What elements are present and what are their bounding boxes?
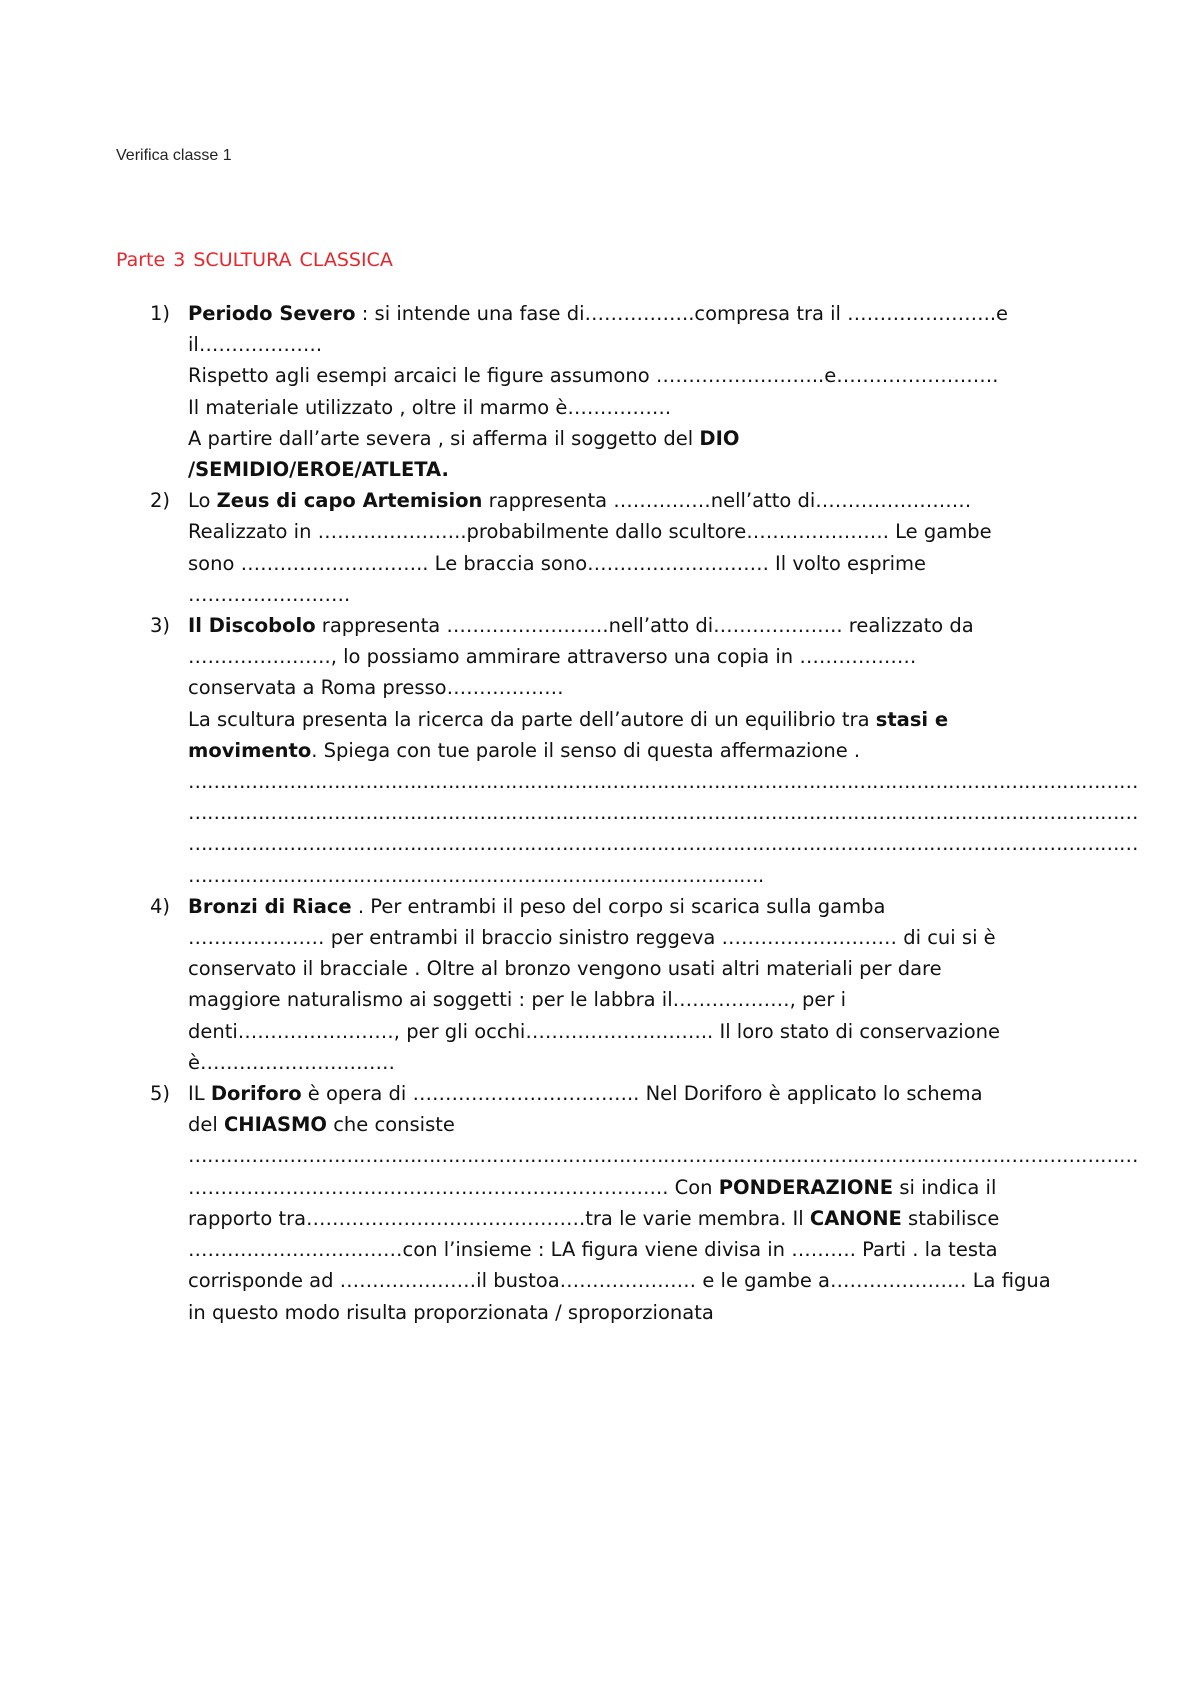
question-line: ……………………………con l’insieme : LA figura viene divisa in ………. Parti . la testa: [188, 1238, 998, 1262]
answer-dots-line: ……………………………………………………………………………………………………………………………………: [188, 832, 1138, 856]
bold-term: Doriforo: [210, 1082, 302, 1106]
answer-dots-line: ……………………………………………………………………………….: [188, 863, 764, 887]
question-line: ……………………………………………………………….. Con PONDERAZIONE si indica il: [188, 1175, 997, 1199]
question-line: conservato il bracciale . Oltre al bronzo vengono usati altri materiali per dare: [188, 957, 942, 981]
question-line: in questo modo risulta proporzionata / sproporzionata: [188, 1300, 714, 1324]
question-line: A partire dall’arte severa , si afferma il soggetto del DIO: [188, 426, 740, 450]
answer-dots-line: ……………………………………………………………………………………………………………………………………: [188, 801, 1138, 825]
bold-term: CHIASMO: [224, 1113, 328, 1137]
question-4: [150, 891, 1100, 1078]
question-3: [150, 610, 1138, 891]
question-1: [150, 298, 1100, 485]
question-number: 3): [150, 614, 171, 638]
bold-term: PONDERAZIONE: [718, 1175, 894, 1199]
question-line: Realizzato in …………………..probabilmente dallo scultore…………………. Le gambe: [188, 520, 992, 544]
question-line: rapporto tra…………………………………….tra le varie membra. Il CANONE stabilisce: [188, 1206, 1000, 1230]
question-line: …………………., lo possiamo ammirare attraverso una copia in ………………: [188, 645, 917, 669]
section-title: Parte 3 SCULTURA CLASSICA: [116, 249, 393, 271]
bold-term: Il Discobolo: [188, 614, 316, 638]
bold-term: Periodo Severo: [188, 302, 356, 325]
question-number: 1): [150, 302, 171, 325]
question-line: conservata a Roma presso………………: [188, 676, 564, 700]
question-line: sono ……………………….. Le braccia sono………………………. Il volto esprime: [188, 551, 927, 575]
bold-term: CANONE: [809, 1206, 902, 1230]
question-line: Il Discobolo rappresenta …………………….nell’atto di……………….. realizzato da: [188, 614, 974, 638]
question-line: Lo Zeus di capo Artemision rappresenta ……………nell’atto di……………………: [188, 489, 972, 513]
question-line: Rispetto agli esempi arcaici le figure assumono ……………………..e…………………….: [188, 364, 999, 388]
question-line: IL Doriforo è opera di …………………………….. Nel Doriforo è applicato lo schema: [188, 1082, 983, 1106]
question-5: [150, 1078, 1138, 1328]
question-line: La scultura presenta la ricerca da parte dell’autore di un equilibrio tra stasi e: [188, 707, 949, 731]
bold-term: DIO: [699, 426, 740, 450]
question-line: Il materiale utilizzato , oltre il marmo è…………….: [188, 395, 672, 419]
question-line: …………………….: [188, 582, 351, 606]
bold-term: stasi e: [875, 707, 949, 731]
document-header: Verifica classe 1: [116, 147, 232, 164]
question-line: del CHIASMO che consiste: [188, 1113, 455, 1137]
question-2: [150, 485, 1100, 610]
questions-list: [150, 298, 1138, 1328]
bold-term: movimento: [188, 738, 312, 762]
question-line: [188, 454, 1100, 485]
question-number: 5): [150, 1082, 171, 1106]
question-line: il……………….: [188, 333, 323, 357]
question-line: corrisponde ad …………………il bustoa………………… e le gambe a………………… La figua: [188, 1269, 1051, 1293]
question-line: Periodo Severo : si intende una fase di……………..compresa tra il …………………..e: [188, 302, 1009, 325]
question-line: movimento. Spiega con tue parole il senso di questa affermazione .: [188, 738, 861, 762]
question-number: 2): [150, 489, 171, 513]
question-line: ………………… per entrambi il braccio sinistro reggeva ……………………… di cui si è: [188, 926, 996, 950]
bold-term: Bronzi di Riace: [188, 894, 352, 918]
bold-term: /SEMIDIO/EROE/ATLETA.: [188, 458, 449, 482]
question-line: Bronzi di Riace . Per entrambi il peso del corpo si scarica sulla gamba: [188, 894, 886, 918]
question-line: è…………………………: [188, 1050, 395, 1074]
answer-dots-line: ……………………………………………………………………………………………………………………………………: [188, 1144, 1138, 1168]
question-number: 4): [150, 894, 171, 918]
question-line: maggiore naturalismo ai soggetti : per le labbra il………………, per i: [188, 988, 847, 1012]
answer-dots-line: ……………………………………………………………………………………………………………………………………: [188, 770, 1138, 794]
question-line: denti……………………, per gli occhi……………………….. Il loro stato di conservazione: [188, 1019, 1001, 1043]
bold-term: Zeus di capo Artemision: [216, 489, 483, 513]
